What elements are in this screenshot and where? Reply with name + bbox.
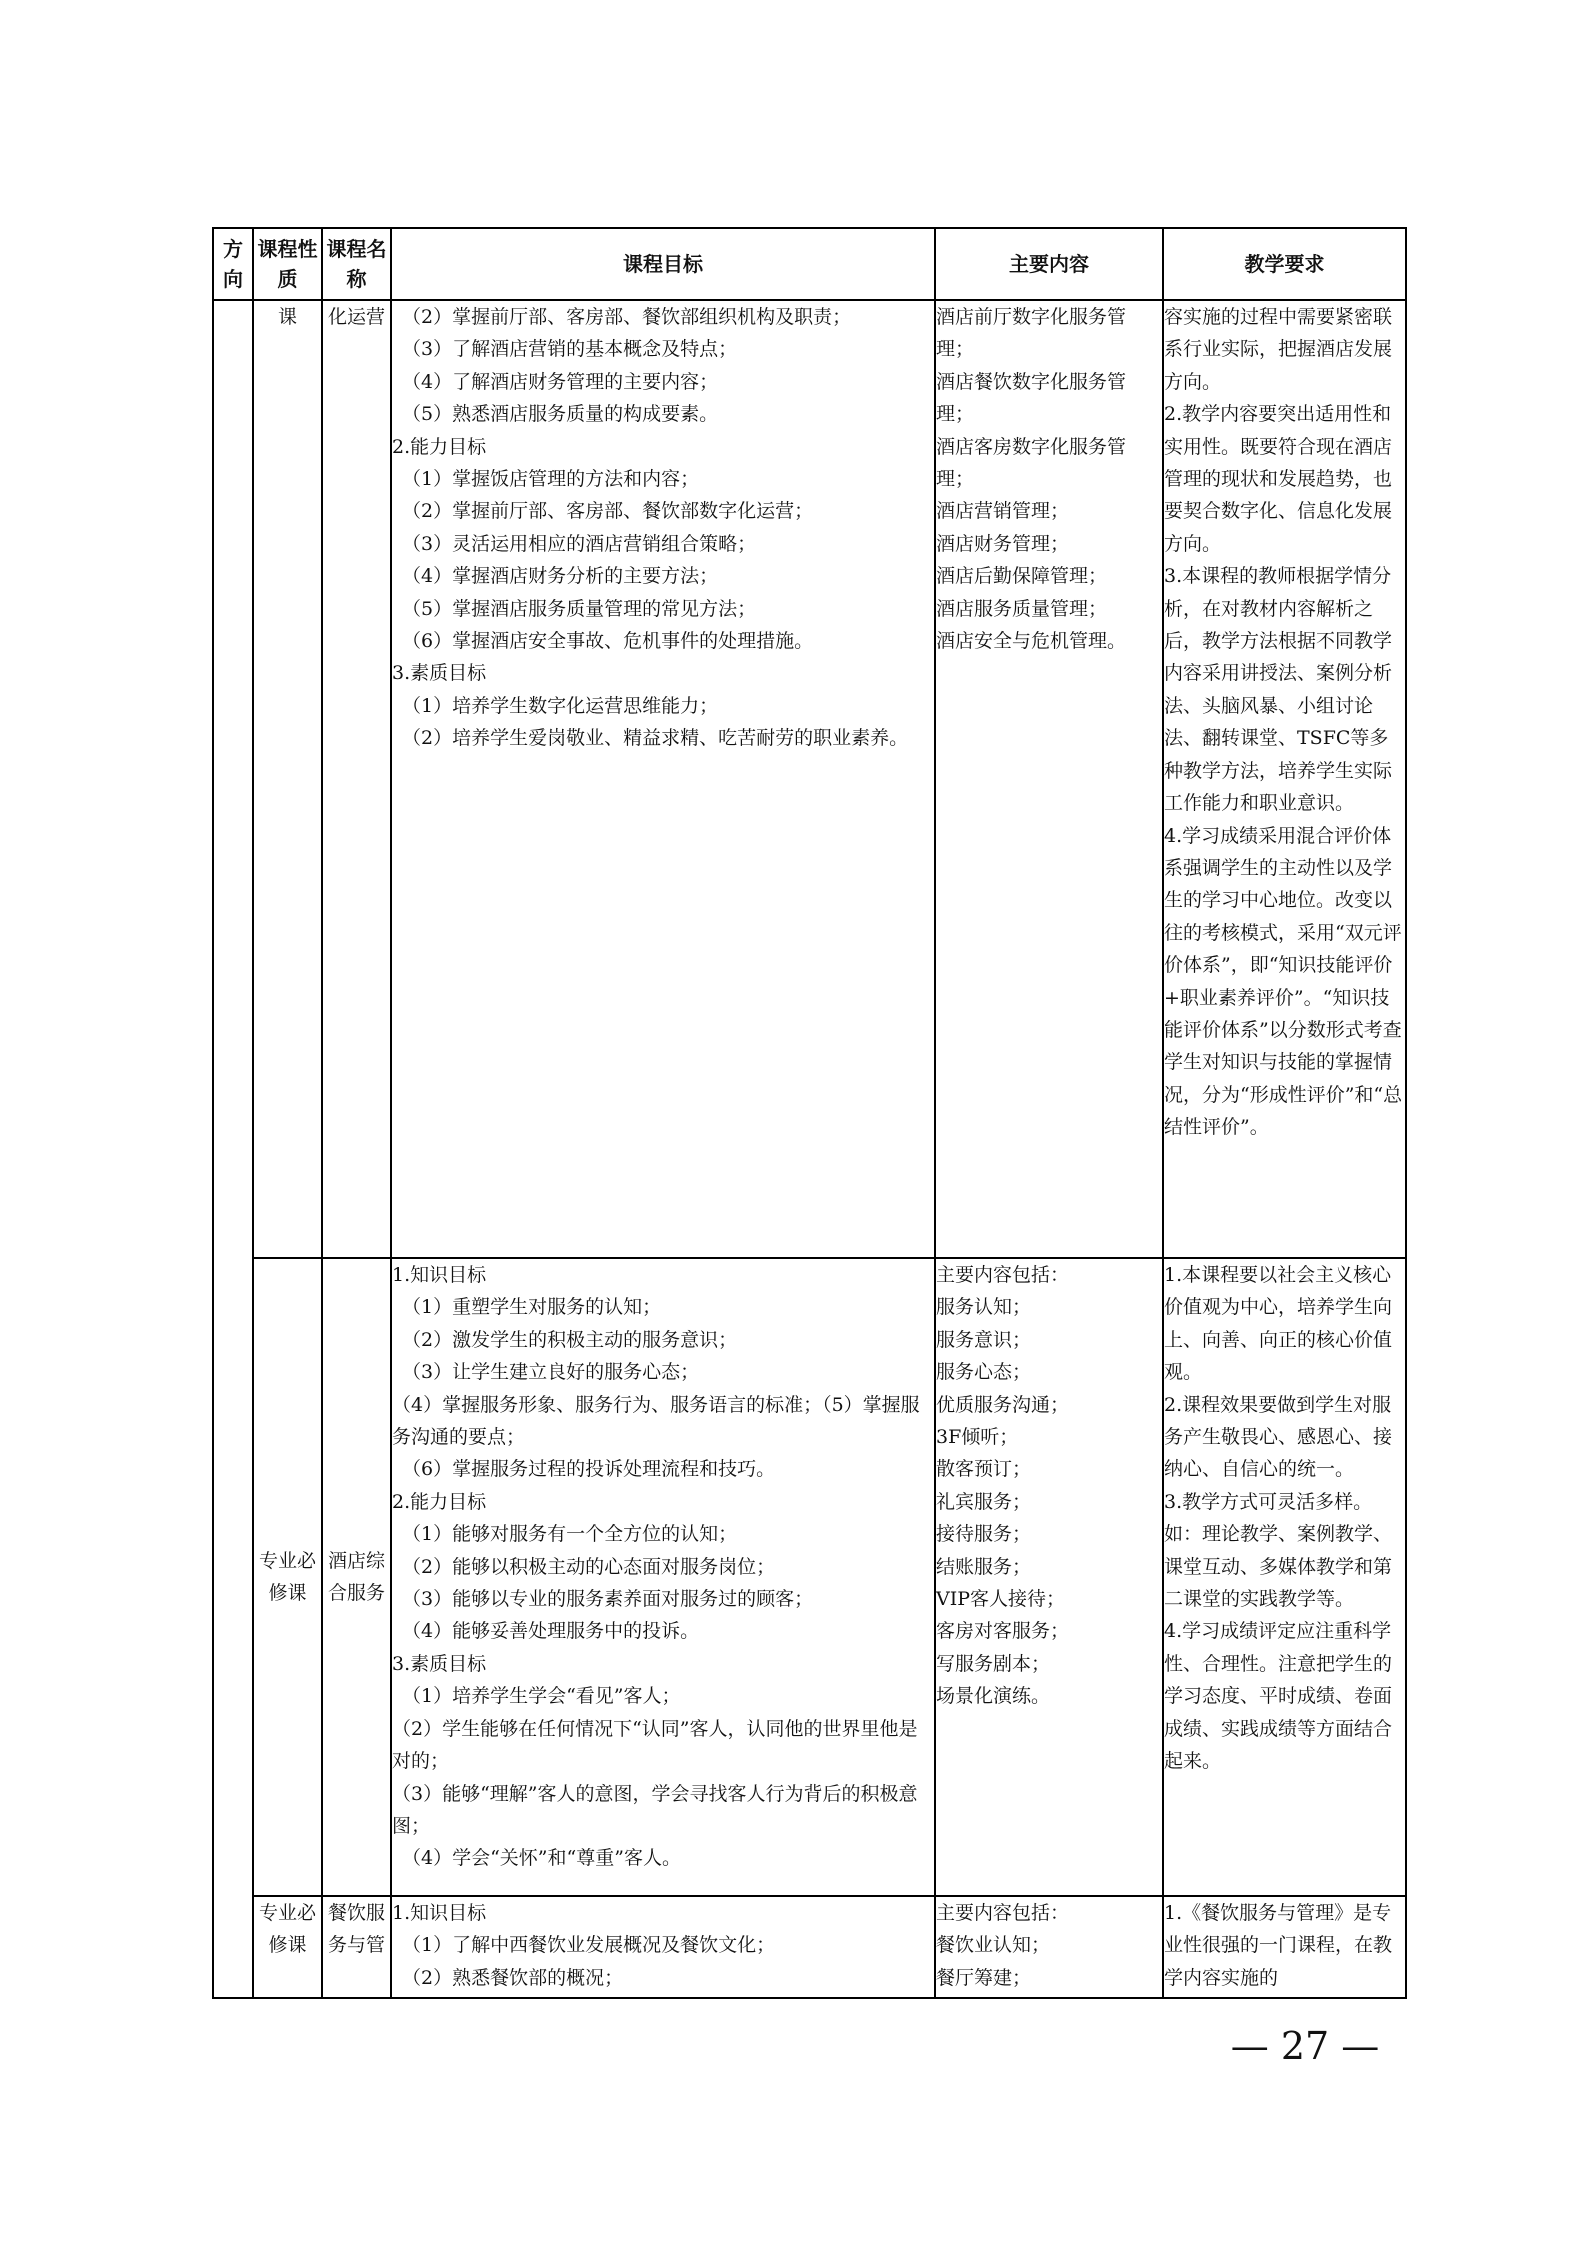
requirement-paragraph: 1.《餐饮服务与管理》是专业性很强的一门课程，在教学内容实施的 bbox=[1164, 1902, 1393, 1989]
direction-cell bbox=[213, 300, 253, 1998]
header-teaching-requirements: 教学要求 bbox=[1163, 228, 1406, 300]
requirement-paragraph: 2.课程效果要做到学生对服务产生敬畏心、感恩心、接纳心、自信心的统一。 bbox=[1164, 1393, 1393, 1481]
goal-line: （3）了解酒店营销的基本概念及特点； bbox=[402, 338, 738, 361]
content-line: 客房对客服务； bbox=[936, 1620, 1070, 1643]
header-main-content: 主要内容 bbox=[935, 228, 1163, 300]
content-line: 3F倾听； bbox=[936, 1426, 1019, 1449]
goal-line: （1）培养学生学会“看见”客人； bbox=[402, 1685, 681, 1708]
content-line: 酒店服务质量管理； bbox=[936, 597, 1108, 620]
content-line: 接待服务； bbox=[936, 1523, 1032, 1546]
main-content-cell bbox=[935, 1896, 1163, 1998]
content-line: 酒店安全与危机管理。 bbox=[936, 630, 1127, 653]
content-line: VIP客人接待； bbox=[936, 1588, 1066, 1611]
content-line: 服务意识； bbox=[936, 1328, 1032, 1351]
goal-heading: 2.能力目标 bbox=[392, 1490, 487, 1513]
goal-line: （2）激发学生的积极主动的服务意识； bbox=[402, 1328, 738, 1351]
goal-heading: 3.素质目标 bbox=[392, 1652, 487, 1675]
page-number: — 27 — bbox=[1230, 2024, 1380, 2068]
goal-line: （1）重塑学生对服务的认知； bbox=[402, 1296, 662, 1319]
goal-line: （2）熟悉餐饮部的概况； bbox=[402, 1966, 624, 1989]
goal-line: （2）掌握前厅部、客房部、餐饮部组织机构及职责； bbox=[402, 306, 852, 328]
course-name-cell: 化运营 bbox=[322, 300, 391, 1258]
content-line: 礼宾服务； bbox=[936, 1490, 1032, 1513]
requirement-paragraph: 3.本课程的教师根据学情分析，在对教材内容解析之后，教学方法根据不同教学内容采用讲授法、案例分析法、头脑风暴、小组讨论法、翻转课堂、TSFC等多种教学方法，培养学生实际工作能力和职业意识。 bbox=[1164, 565, 1393, 815]
main-content-cell bbox=[935, 1258, 1163, 1896]
requirement-paragraph: 4.学习成绩评定应注重科学性、合理性。注意把学生的学习态度、平时成绩、卷面成绩、实践成绩等方面结合起来。 bbox=[1164, 1620, 1393, 1773]
teaching-requirements-cell bbox=[1163, 1896, 1406, 1998]
goal-line: （3）能够“理解”客人的意图，学会寻找客人行为背后的积极意图； bbox=[392, 1782, 918, 1837]
content-line: 写服务剧本； bbox=[936, 1652, 1051, 1675]
content-line: 酒店餐饮数字化服务管理； bbox=[936, 370, 1127, 426]
course-goals-cell bbox=[391, 1896, 935, 1998]
requirement-paragraph: 3.教学方式可灵活多样。如：理论教学、案例教学、课堂互动、多媒体教学和第二课堂的实践教学等。 bbox=[1164, 1490, 1393, 1611]
course-nature-cell: 专业必修课 bbox=[253, 1896, 322, 1998]
teaching-requirements-cell bbox=[1163, 300, 1406, 1258]
content-line: 酒店客房数字化服务管理； bbox=[936, 435, 1127, 491]
goal-line: （5）掌握酒店服务质量管理的常见方法； bbox=[402, 597, 757, 620]
goal-line: （2）掌握前厅部、客房部、餐饮部数字化运营； bbox=[402, 500, 814, 523]
requirement-paragraph: 1.本课程要以社会主义核心价值观为中心，培养学生向上、向善、向正的核心价值观。 bbox=[1164, 1264, 1393, 1384]
goal-line: （5）熟悉酒店服务质量的构成要素。 bbox=[402, 403, 719, 426]
course-name-cell: 酒店综合服务 bbox=[322, 1258, 391, 1896]
content-line: 酒店财务管理； bbox=[936, 532, 1070, 555]
table-row bbox=[213, 300, 1406, 1258]
header-direction: 方向 bbox=[213, 228, 253, 300]
course-name-cell: 餐饮服务与管 bbox=[322, 1896, 391, 1998]
goal-line: （4）学会“关怀”和“尊重”客人。 bbox=[402, 1847, 681, 1870]
goal-line: （2）能够以积极主动的心态面对服务岗位； bbox=[402, 1555, 776, 1578]
goal-line: （3）能够以专业的服务素养面对服务过的顾客； bbox=[402, 1588, 814, 1611]
content-line: 餐厅筹建； bbox=[936, 1966, 1032, 1989]
goal-line: （6）掌握服务过程的投诉处理流程和技巧。 bbox=[402, 1458, 776, 1481]
table-header-row bbox=[213, 228, 1406, 300]
course-goals-cell bbox=[391, 300, 935, 1258]
content-line: 服务认知； bbox=[936, 1296, 1032, 1319]
goal-line: （2）培养学生爱岗敬业、精益求精、吃苦耐劳的职业素养。 bbox=[402, 727, 909, 750]
requirement-paragraph: 2.教学内容要突出适用性和实用性。既要符合现在酒店管理的现状和发展趋势，也要契合数字化、信息化发展方向。 bbox=[1164, 403, 1393, 555]
goal-line: （3）灵活运用相应的酒店营销组合策略； bbox=[402, 532, 757, 555]
goal-line: （1）培养学生数字化运营思维能力； bbox=[402, 694, 719, 717]
header-course-goals: 课程目标 bbox=[391, 228, 935, 300]
goal-line: （4）掌握酒店财务分析的主要方法； bbox=[402, 565, 719, 588]
curriculum-table bbox=[212, 227, 1407, 1999]
course-goals-cell bbox=[391, 1258, 935, 1896]
content-line: 散客预订； bbox=[936, 1458, 1032, 1481]
content-line: 优质服务沟通； bbox=[936, 1393, 1070, 1416]
goal-heading: 1.知识目标 bbox=[392, 1902, 487, 1924]
header-course-nature: 课程性质 bbox=[253, 228, 322, 300]
content-line: 酒店营销管理； bbox=[936, 500, 1070, 523]
table-row bbox=[213, 1896, 1406, 1998]
goal-line: （3）让学生建立良好的服务心态； bbox=[402, 1361, 700, 1384]
content-line: 场景化演练。 bbox=[936, 1685, 1051, 1708]
goal-line: （4）掌握服务形象、服务行为、服务语言的标准；（5）掌握服务沟通的要点； bbox=[392, 1393, 920, 1449]
content-line: 结账服务； bbox=[936, 1555, 1032, 1578]
header-course-name: 课程名称 bbox=[322, 228, 391, 300]
goal-line: （1）能够对服务有一个全方位的认知； bbox=[402, 1523, 738, 1546]
goal-heading: 1.知识目标 bbox=[392, 1264, 487, 1286]
content-line: 酒店前厅数字化服务管理； bbox=[936, 306, 1127, 361]
course-nature-cell: 课 bbox=[253, 300, 322, 1258]
requirement-paragraph: 4.学习成绩采用混合评价体系强调学生的主动性以及学生的学习中心地位。改变以往的考核模式，采用“双元评价体系”，即“知识技能评价+职业素养评价”。“知识技能评价体系”以分数形式考查学生对知识与技能的掌握情况，分为“形成性评价”和“总结性评价”。 bbox=[1164, 824, 1403, 1139]
main-content-cell bbox=[935, 300, 1163, 1258]
goal-heading: 3.素质目标 bbox=[392, 662, 487, 685]
goal-line: （1）掌握饭店管理的方法和内容； bbox=[402, 468, 700, 491]
table-row bbox=[213, 1258, 1406, 1896]
requirement-paragraph: 容实施的过程中需要紧密联系行业实际，把握酒店发展方向。 bbox=[1164, 306, 1393, 393]
goal-line: （4）了解酒店财务管理的主要内容； bbox=[402, 370, 719, 393]
content-line: 服务心态； bbox=[936, 1361, 1032, 1384]
course-nature-cell: 专业必修课 bbox=[253, 1258, 322, 1896]
content-line: 主要内容包括： bbox=[936, 1264, 1070, 1286]
content-line: 主要内容包括： bbox=[936, 1902, 1070, 1924]
goal-heading: 2.能力目标 bbox=[392, 435, 487, 458]
content-line: 餐饮业认知； bbox=[936, 1934, 1051, 1957]
content-line: 酒店后勤保障管理； bbox=[936, 565, 1108, 588]
teaching-requirements-cell bbox=[1163, 1258, 1406, 1896]
goal-line: （1）了解中西餐饮业发展概况及餐饮文化； bbox=[402, 1934, 776, 1957]
goal-line: （4）能够妥善处理服务中的投诉。 bbox=[402, 1620, 700, 1643]
goal-line: （6）掌握酒店安全事故、危机事件的处理措施。 bbox=[402, 630, 814, 653]
goal-line: （2）学生能够在任何情况下“认同”客人，认同他的世界里他是对的； bbox=[392, 1717, 918, 1773]
